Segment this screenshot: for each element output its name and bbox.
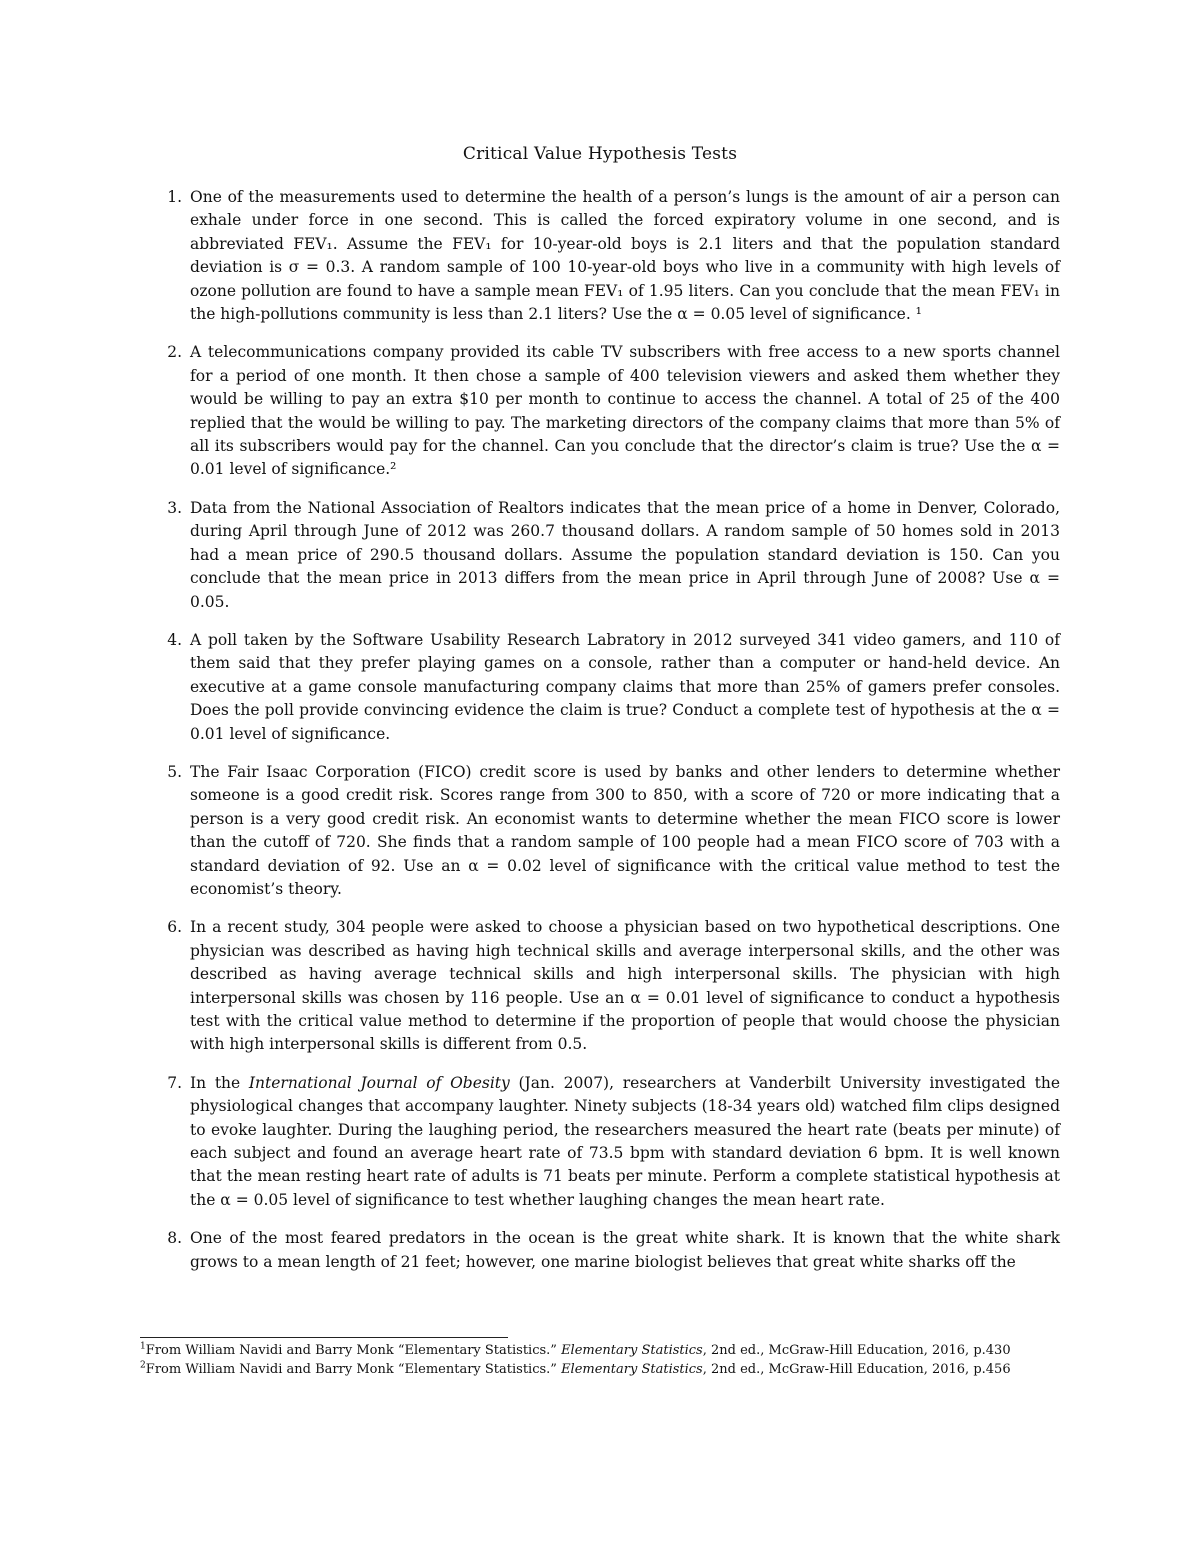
problem-item: [160, 1072, 1060, 1212]
footnote-1: [140, 1342, 1060, 1361]
problem-text: The Fair Isaac Corporation (FICO) credit score is used by banks and other lenders to determine whether someone is a good credit risk. Scores range from 300 to 850, with a score of 720 or more indicating that a person is a very good credit risk. An economist wants to determine whether the mean FICO score is lower than the cutoff of 720. She finds that a random sample of 100 people had a mean FICO score of 703 with a standard deviation of 92. Use an α = 0.02 level of significance with the critical value method to test the economist’s theory.: [190, 762, 1060, 898]
problem-item: [160, 186, 1060, 326]
problem-text: [190, 1072, 1060, 1212]
problem-number: 8.: [167, 1229, 182, 1248]
problem-item: [160, 1227, 1060, 1274]
footnote-text-start: From William Navidi and Barry Monk “Elementary Statistics.”: [145, 1362, 562, 1377]
problem-text-start: In the: [190, 1073, 249, 1092]
problem-text: One of the measurements used to determine the health of a person’s lungs is the amount of air a person can exhale under force in one second. This is called the forced expiratory volume in one second, and is abbreviated FEV₁. Assume the FEV₁ for 10-year-old boys is 2.1 liters and that the population standard deviation is σ = 0.3. A random sample of 100 10-year-old boys who live in a community with high levels of ozone pollution are found to have a sample mean FEV₁ of 1.95 liters. Can you conclude that the mean FEV₁ in the high-pollutions community is less than 2.1 liters? Use the α = 0.05 level of significance. ¹: [190, 188, 1060, 324]
problem-item: [160, 497, 1060, 614]
problem-item: [160, 916, 1060, 1056]
book-title: Elementary Statistics: [561, 1343, 703, 1358]
problem-text: In a recent study, 304 people were asked to choose a physician based on two hypothetical descriptions. One physician was described as having high technical skills and average interpersonal skills, and the other was described as having average technical skills and high interpersonal skills. The physician with high interpersonal skills was chosen by 116 people. Use an α = 0.01 level of significance to conduct a hypothesis test with the critical value method to determine if the proportion of people that would choose the physician with high interpersonal skills is different from 0.5.: [190, 918, 1060, 1054]
footnote-mark: 2: [140, 1360, 146, 1371]
footnote-divider: [140, 1337, 508, 1338]
problem-text: Data from the National Association of Realtors indicates that the mean price of a home in Denver, Colorado, during April through June of 2012 was 260.7 thousand dollars. A random sample of 50 homes sold in 2013 had a mean price of 290.5 thousand dollars. Assume the population standard deviation is 150. Can you conclude that the mean price in 2013 differs from the mean price in April through June of 2008? Use α = 0.05.: [190, 498, 1060, 611]
footnote-mark: 1: [140, 1341, 146, 1352]
book-title: Elementary Statistics: [561, 1362, 703, 1377]
problem-item: [160, 761, 1060, 901]
problem-text: A telecommunications company provided its cable TV subscribers with free access to a new sports channel for a period of one month. It then chose a sample of 400 television viewers and asked them whether they would be willing to pay an extra $10 per month to continue to access the channel. A total of 25 of the 400 replied that the would be willing to pay. The marketing directors of the company claims that more than 5% of all its subscribers would pay for the channel. Can you conclude that the director’s claim is true? Use the α = 0.01 level of significance.²: [190, 343, 1060, 479]
problem-number: 5.: [167, 762, 182, 781]
footnote-text-start: From William Navidi and Barry Monk “Elementary Statistics.”: [145, 1343, 562, 1358]
problem-text-end: (Jan. 2007), researchers at Vanderbilt University investigated the physiological changes that accompany laughter. Ninety subjects (18-34 years old) watched film clips designed to evoke laughter. During the laughing period, the researchers measured the heart rate (beats per minute) of each subject and found an average heart rate of 73.5 bpm with standard deviation 6 bpm. It is well known that the mean resting heart rate of adults is 71 beats per minute. Perform a complete statistical hypothesis at the α = 0.05 level of significance to test whether laughing changes the mean heart rate.: [190, 1073, 1061, 1209]
problem-number: 4.: [167, 630, 182, 649]
problem-number: 2.: [167, 343, 182, 362]
footnote-text-end: , 2nd ed., McGraw-Hill Education, 2016, p.456: [702, 1362, 1011, 1377]
footnote-2: [140, 1361, 1060, 1380]
problem-text: One of the most feared predators in the ocean is the great white shark. It is known that the white shark grows to a mean length of 21 feet; however, one marine biologist believes that great white sharks off the: [190, 1229, 1060, 1271]
problem-number: 6.: [167, 918, 182, 937]
problem-item: [160, 629, 1060, 746]
footnote-text-end: , 2nd ed., McGraw-Hill Education, 2016, p.430: [702, 1343, 1011, 1358]
page-title: Critical Value Hypothesis Tests: [462, 144, 738, 164]
problem-number: 3.: [167, 498, 182, 517]
problem-number: 7.: [167, 1073, 182, 1092]
problem-text: A poll taken by the Software Usability Research Labratory in 2012 surveyed 341 video gamers, and 110 of them said that they prefer playing games on a console, rather than a computer or hand-held device. An executive at a game console manufacturing company claims that more than 25% of gamers prefer consoles. Does the poll provide convincing evidence the claim is true? Conduct a complete test of hypothesis at the α = 0.01 level of significance.: [190, 630, 1060, 743]
problem-list: [160, 186, 1060, 1289]
footnotes: [140, 1342, 1060, 1380]
problem-number: 1.: [167, 188, 182, 206]
problem-item: [160, 341, 1060, 481]
journal-title: International Journal of Obesity: [248, 1073, 510, 1092]
